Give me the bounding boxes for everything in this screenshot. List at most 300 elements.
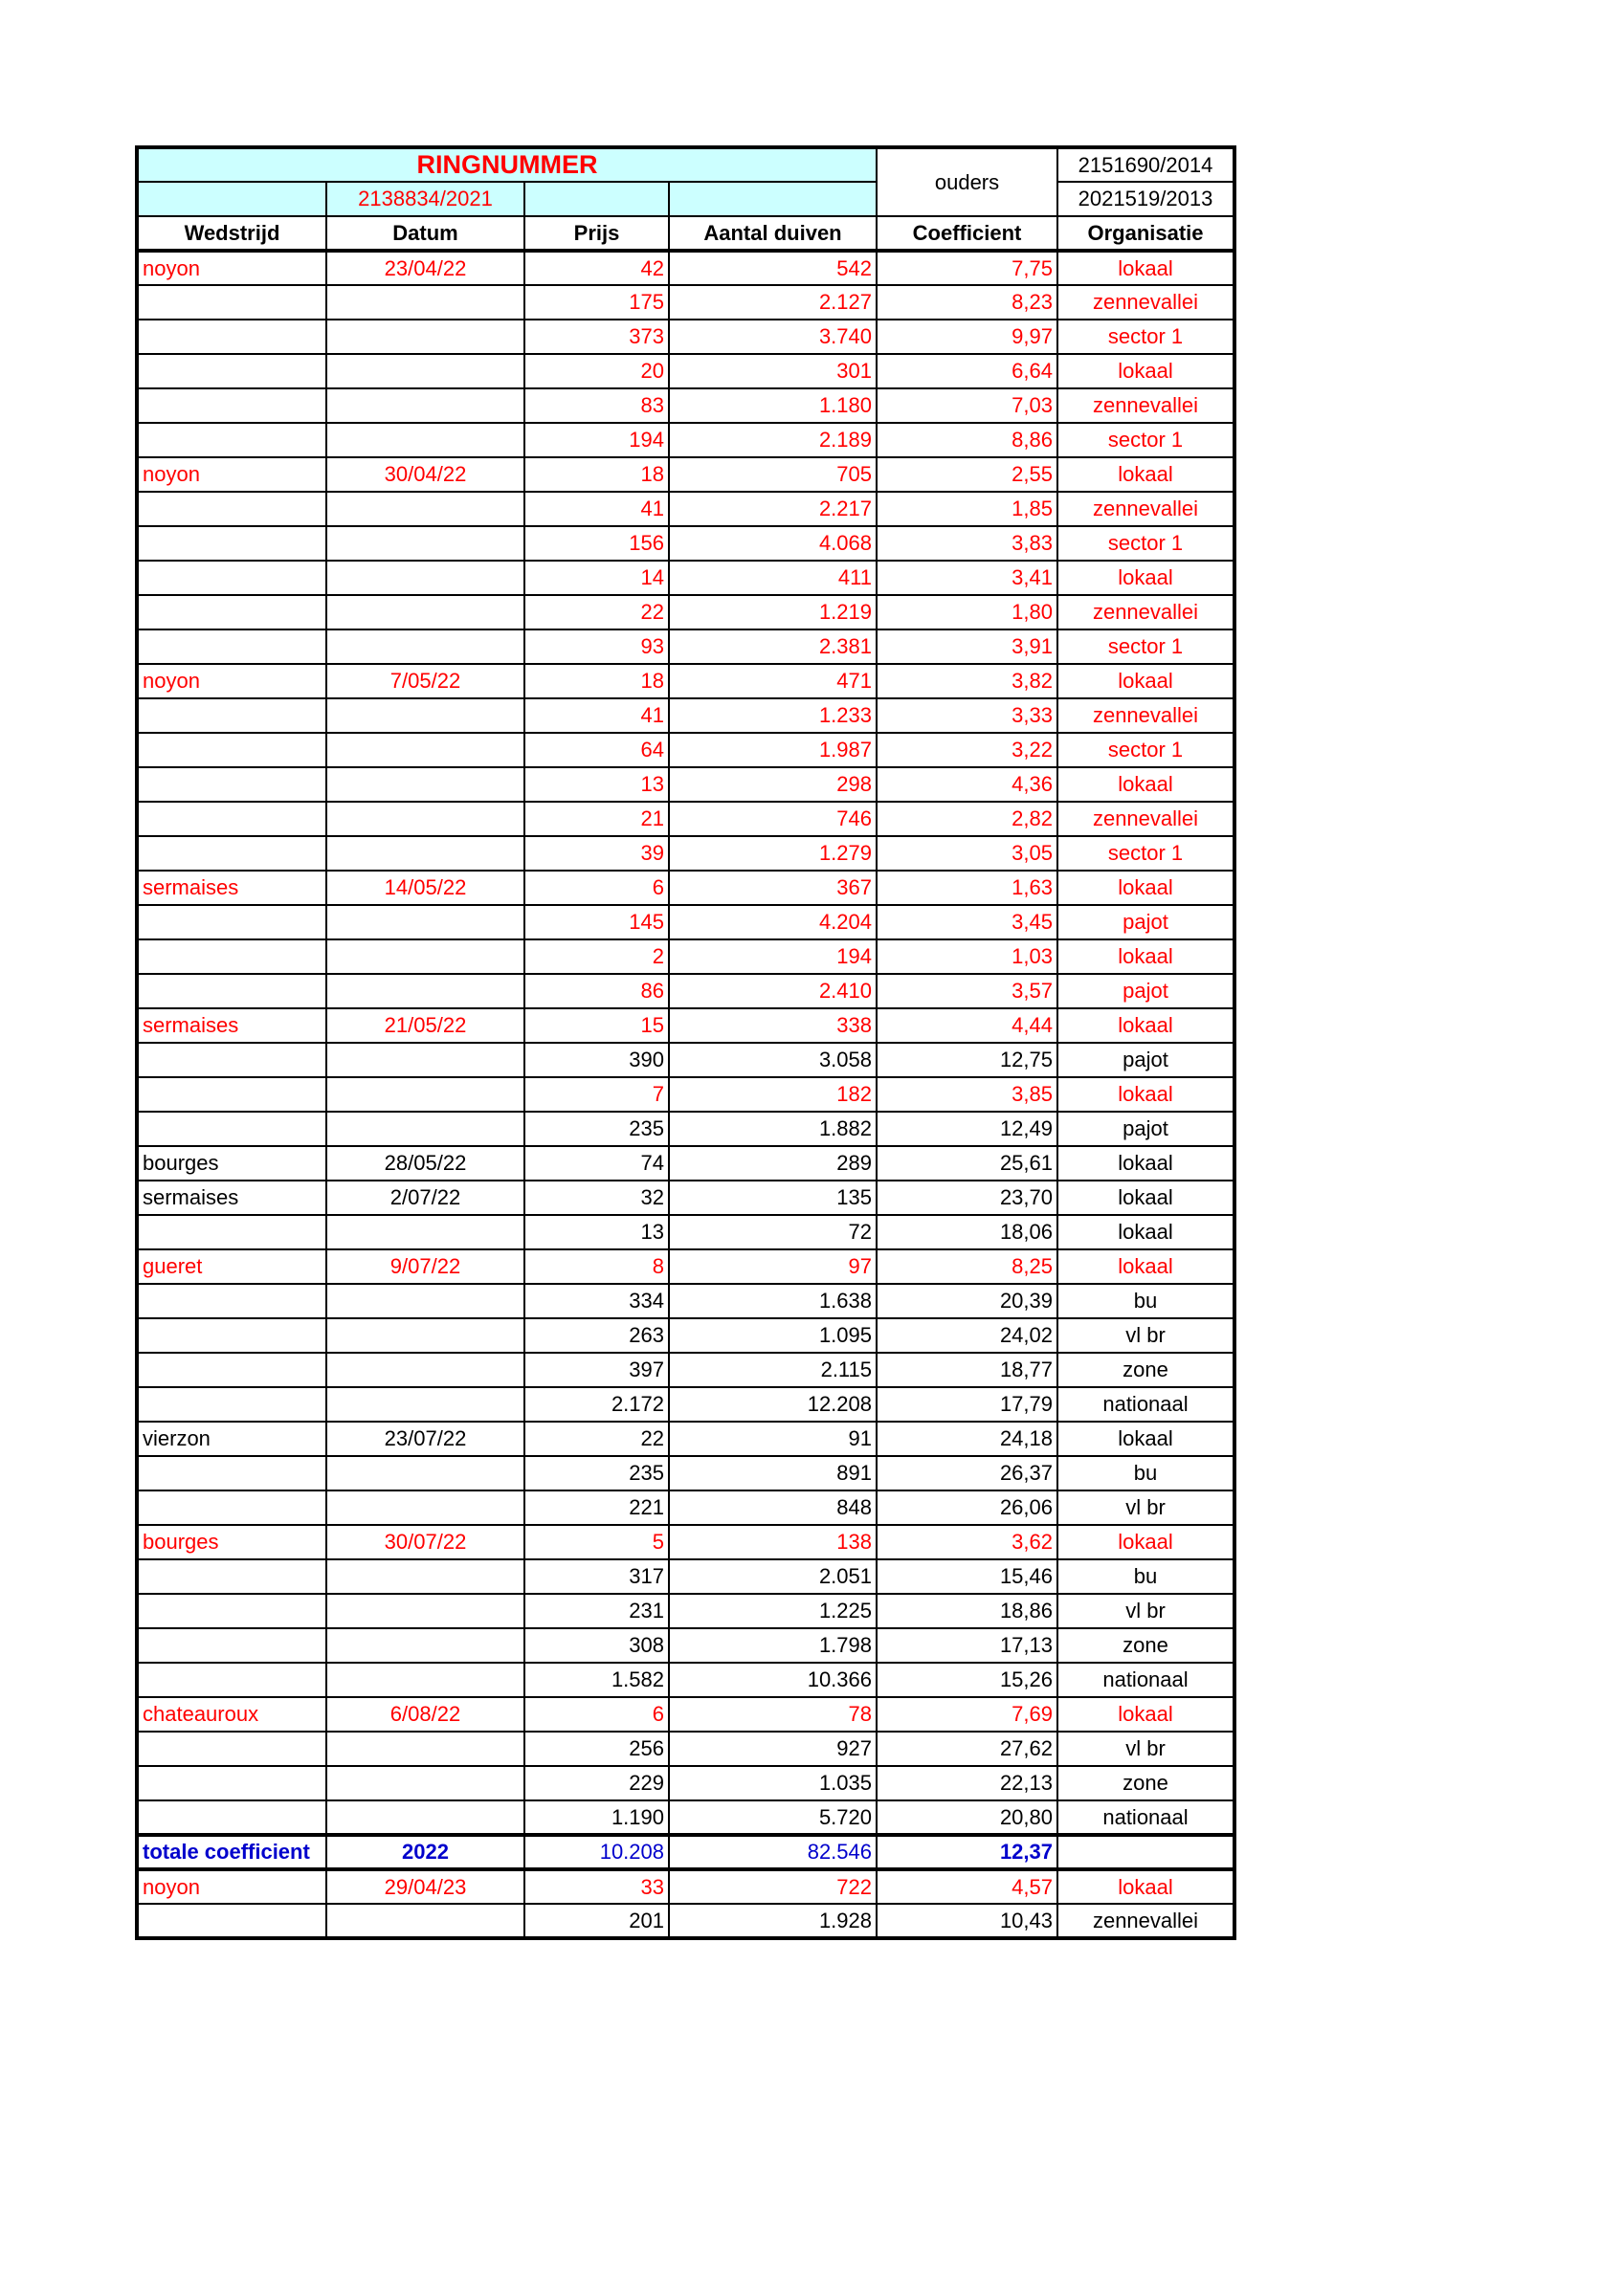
cell-prijs: 201 [524,1904,669,1938]
cell-organisatie: lokaal [1057,457,1234,492]
cell-datum: 21/05/22 [326,1008,524,1043]
cell-datum: 2/07/22 [326,1181,524,1215]
cell-aantal: 1.035 [669,1766,877,1800]
table-row [137,1353,1234,1387]
table-row [137,1663,1234,1697]
cell-datum [326,1904,524,1938]
cell-organisatie: pajot [1057,974,1234,1008]
header-row-2 [137,182,1234,216]
results-table [135,145,1236,1940]
cell-prijs: 8 [524,1249,669,1284]
cell-prijs: 235 [524,1112,669,1146]
cell-prijs: 86 [524,974,669,1008]
cell-aantal: 848 [669,1490,877,1525]
cell-aantal: 4.068 [669,526,877,561]
cell-organisatie: bu [1057,1559,1234,1594]
cell-prijs: 74 [524,1146,669,1181]
table-row [137,1146,1234,1181]
cell-datum: 29/04/23 [326,1869,524,1904]
cell-coefficient: 24,18 [877,1422,1057,1456]
cell-organisatie: pajot [1057,905,1234,939]
cell-coefficient: 15,26 [877,1663,1057,1697]
cell-prijs: 33 [524,1869,669,1904]
cell-coefficient: 4,44 [877,1008,1057,1043]
ring-number: 2138834/2021 [326,182,524,216]
table-row [137,1112,1234,1146]
cell-organisatie: vl br [1057,1490,1234,1525]
cell-organisatie: zennevallei [1057,802,1234,836]
cell-coefficient: 18,86 [877,1594,1057,1628]
cell-aantal: 2.381 [669,629,877,664]
cell-wedstrijd: noyon [137,664,326,698]
cell-wedstrijd [137,1215,326,1249]
table-row [137,1215,1234,1249]
cell-organisatie: lokaal [1057,871,1234,905]
total-prijs: 10.208 [524,1835,669,1869]
cell-aantal: 2.217 [669,492,877,526]
cell-prijs: 18 [524,457,669,492]
cell-organisatie: zone [1057,1353,1234,1387]
cell-organisatie: bu [1057,1284,1234,1318]
cell-prijs: 93 [524,629,669,664]
table-row [137,1422,1234,1456]
cell-wedstrijd [137,526,326,561]
cell-prijs: 42 [524,251,669,285]
cell-coefficient: 27,62 [877,1732,1057,1766]
cell-datum: 30/04/22 [326,457,524,492]
cell-datum [326,629,524,664]
cell-organisatie: zennevallei [1057,595,1234,629]
cell-prijs: 334 [524,1284,669,1318]
header-blank-cell [137,182,326,216]
cell-wedstrijd [137,1490,326,1525]
cell-wedstrijd [137,595,326,629]
table-row [137,629,1234,664]
cell-wedstrijd [137,388,326,423]
cell-prijs: 6 [524,871,669,905]
cell-coefficient: 4,57 [877,1869,1057,1904]
cell-aantal: 542 [669,251,877,285]
cell-datum [326,354,524,388]
cell-prijs: 256 [524,1732,669,1766]
cell-prijs: 263 [524,1318,669,1353]
table-row [137,388,1234,423]
cell-organisatie: sector 1 [1057,320,1234,354]
ring-label: RINGNUMMER [137,147,877,182]
cell-organisatie: lokaal [1057,1422,1234,1456]
cell-datum [326,1800,524,1835]
cell-aantal: 138 [669,1525,877,1559]
cell-prijs: 1.190 [524,1800,669,1835]
table-row [137,561,1234,595]
cell-aantal: 12.208 [669,1387,877,1422]
cell-aantal: 289 [669,1146,877,1181]
cell-organisatie: lokaal [1057,1215,1234,1249]
table-row [137,1318,1234,1353]
table-row [137,1628,1234,1663]
cell-organisatie: lokaal [1057,664,1234,698]
total-row [137,1835,1234,1869]
cell-organisatie: lokaal [1057,939,1234,974]
table-row [137,1181,1234,1215]
cell-prijs: 41 [524,698,669,733]
cell-coefficient: 7,03 [877,388,1057,423]
table-row [137,1387,1234,1422]
col-header-coefficient: Coefficient [877,216,1057,251]
cell-aantal: 411 [669,561,877,595]
cell-coefficient: 3,41 [877,561,1057,595]
cell-organisatie: nationaal [1057,1663,1234,1697]
col-header-wedstrijd: Wedstrijd [137,216,326,251]
cell-wedstrijd [137,285,326,320]
cell-prijs: 175 [524,285,669,320]
cell-organisatie: zone [1057,1766,1234,1800]
total-aantal: 82.546 [669,1835,877,1869]
cell-datum [326,1284,524,1318]
cell-wedstrijd [137,1559,326,1594]
cell-organisatie: sector 1 [1057,526,1234,561]
cell-coefficient: 3,62 [877,1525,1057,1559]
cell-prijs: 22 [524,1422,669,1456]
cell-wedstrijd [137,1077,326,1112]
cell-wedstrijd: vierzon [137,1422,326,1456]
cell-prijs: 397 [524,1353,669,1387]
table-row [137,1697,1234,1732]
cell-datum [326,1456,524,1490]
total-label: totale coefficient [137,1835,326,1869]
cell-wedstrijd: noyon [137,251,326,285]
cell-coefficient: 18,77 [877,1353,1057,1387]
cell-prijs: 13 [524,767,669,802]
cell-aantal: 3.058 [669,1043,877,1077]
cell-prijs: 390 [524,1043,669,1077]
cell-organisatie: zennevallei [1057,1904,1234,1938]
cell-datum: 28/05/22 [326,1146,524,1181]
cell-wedstrijd [137,1628,326,1663]
cell-organisatie: bu [1057,1456,1234,1490]
cell-aantal: 1.180 [669,388,877,423]
cell-coefficient: 25,61 [877,1146,1057,1181]
cell-coefficient: 8,86 [877,423,1057,457]
cell-coefficient: 17,13 [877,1628,1057,1663]
cell-prijs: 13 [524,1215,669,1249]
cell-prijs: 156 [524,526,669,561]
table-row [137,905,1234,939]
cell-datum: 6/08/22 [326,1697,524,1732]
cell-coefficient: 12,49 [877,1112,1057,1146]
cell-organisatie: sector 1 [1057,836,1234,871]
cell-datum [326,388,524,423]
column-header-row [137,216,1234,251]
cell-prijs: 2 [524,939,669,974]
cell-aantal: 746 [669,802,877,836]
cell-coefficient: 20,39 [877,1284,1057,1318]
table-row [137,320,1234,354]
table-row [137,1490,1234,1525]
cell-coefficient: 2,55 [877,457,1057,492]
cell-organisatie: lokaal [1057,1077,1234,1112]
cell-wedstrijd [137,698,326,733]
cell-coefficient: 26,06 [877,1490,1057,1525]
cell-aantal: 722 [669,1869,877,1904]
cell-aantal: 182 [669,1077,877,1112]
cell-datum: 7/05/22 [326,664,524,698]
cell-prijs: 221 [524,1490,669,1525]
cell-wedstrijd: sermaises [137,1181,326,1215]
table-row [137,285,1234,320]
cell-coefficient: 3,22 [877,733,1057,767]
cell-wedstrijd [137,1353,326,1387]
total-coefficient: 12,37 [877,1835,1057,1869]
cell-organisatie: lokaal [1057,251,1234,285]
table-row [137,423,1234,457]
cell-coefficient: 3,57 [877,974,1057,1008]
cell-wedstrijd: chateauroux [137,1697,326,1732]
cell-datum [326,1559,524,1594]
cell-organisatie: lokaal [1057,1249,1234,1284]
cell-coefficient: 3,91 [877,629,1057,664]
cell-aantal: 2.127 [669,285,877,320]
table-row [137,1284,1234,1318]
cell-aantal: 2.410 [669,974,877,1008]
cell-wedstrijd [137,561,326,595]
cell-organisatie: lokaal [1057,1697,1234,1732]
table-row [137,1525,1234,1559]
cell-organisatie: pajot [1057,1112,1234,1146]
cell-coefficient: 3,45 [877,905,1057,939]
cell-wedstrijd [137,1594,326,1628]
header-row-1 [137,147,1234,182]
cell-prijs: 194 [524,423,669,457]
table-row [137,1043,1234,1077]
cell-wedstrijd [137,905,326,939]
cell-organisatie: nationaal [1057,1387,1234,1422]
cell-datum [326,939,524,974]
table-row [137,1800,1234,1835]
cell-datum [326,492,524,526]
cell-coefficient: 6,64 [877,354,1057,388]
cell-wedstrijd [137,733,326,767]
cell-organisatie: zennevallei [1057,285,1234,320]
cell-wedstrijd: sermaises [137,1008,326,1043]
cell-aantal: 3.740 [669,320,877,354]
cell-wedstrijd: noyon [137,1869,326,1904]
table-row [137,767,1234,802]
table-row [137,1456,1234,1490]
cell-aantal: 1.279 [669,836,877,871]
cell-aantal: 367 [669,871,877,905]
cell-coefficient: 7,69 [877,1697,1057,1732]
table-row [137,251,1234,285]
cell-aantal: 471 [669,664,877,698]
cell-organisatie: vl br [1057,1732,1234,1766]
parent-2: 2021519/2013 [1057,182,1234,216]
cell-datum: 23/04/22 [326,251,524,285]
col-header-aantal: Aantal duiven [669,216,877,251]
table-row [137,1594,1234,1628]
cell-organisatie: sector 1 [1057,733,1234,767]
cell-datum [326,595,524,629]
cell-aantal: 298 [669,767,877,802]
cell-wedstrijd [137,1766,326,1800]
cell-coefficient: 23,70 [877,1181,1057,1215]
cell-wedstrijd [137,974,326,1008]
table-row [137,1559,1234,1594]
cell-wedstrijd: gueret [137,1249,326,1284]
cell-datum [326,1732,524,1766]
table-row [137,1869,1234,1904]
cell-prijs: 14 [524,561,669,595]
cell-coefficient: 15,46 [877,1559,1057,1594]
cell-coefficient: 1,03 [877,939,1057,974]
cell-wedstrijd [137,1663,326,1697]
cell-prijs: 15 [524,1008,669,1043]
cell-aantal: 338 [669,1008,877,1043]
col-header-datum: Datum [326,216,524,251]
cell-prijs: 83 [524,388,669,423]
cell-prijs: 235 [524,1456,669,1490]
cell-datum [326,526,524,561]
cell-aantal: 2.189 [669,423,877,457]
cell-aantal: 2.115 [669,1353,877,1387]
table-row [137,974,1234,1008]
cell-aantal: 1.095 [669,1318,877,1353]
cell-prijs: 308 [524,1628,669,1663]
table-row [137,1732,1234,1766]
cell-wedstrijd [137,1904,326,1938]
cell-prijs: 64 [524,733,669,767]
cell-coefficient: 22,13 [877,1766,1057,1800]
cell-organisatie: vl br [1057,1594,1234,1628]
cell-coefficient: 1,85 [877,492,1057,526]
cell-coefficient: 3,82 [877,664,1057,698]
cell-wedstrijd: noyon [137,457,326,492]
cell-prijs: 39 [524,836,669,871]
cell-prijs: 21 [524,802,669,836]
cell-datum [326,1766,524,1800]
cell-prijs: 22 [524,595,669,629]
cell-wedstrijd [137,1800,326,1835]
cell-coefficient: 9,97 [877,320,1057,354]
cell-datum [326,698,524,733]
table-row [137,492,1234,526]
table-row [137,457,1234,492]
cell-aantal: 194 [669,939,877,974]
table-row [137,526,1234,561]
cell-wedstrijd [137,354,326,388]
cell-prijs: 231 [524,1594,669,1628]
cell-organisatie: zone [1057,1628,1234,1663]
cell-organisatie: sector 1 [1057,423,1234,457]
cell-wedstrijd: bourges [137,1525,326,1559]
table-row [137,802,1234,836]
table-row [137,939,1234,974]
cell-wedstrijd [137,629,326,664]
cell-coefficient: 17,79 [877,1387,1057,1422]
cell-datum [326,836,524,871]
cell-datum [326,1077,524,1112]
ouders-label: ouders [877,147,1057,216]
cell-datum: 14/05/22 [326,871,524,905]
table-row [137,1008,1234,1043]
header-blank-cell [524,182,669,216]
cell-coefficient: 18,06 [877,1215,1057,1249]
cell-organisatie: lokaal [1057,1869,1234,1904]
cell-prijs: 1.582 [524,1663,669,1697]
cell-aantal: 1.233 [669,698,877,733]
cell-wedstrijd: sermaises [137,871,326,905]
cell-organisatie: lokaal [1057,1146,1234,1181]
cell-datum [326,1215,524,1249]
cell-aantal: 2.051 [669,1559,877,1594]
cell-datum [326,733,524,767]
cell-coefficient: 3,05 [877,836,1057,871]
table-row [137,871,1234,905]
cell-organisatie: lokaal [1057,1181,1234,1215]
cell-datum [326,1353,524,1387]
cell-organisatie: sector 1 [1057,629,1234,664]
cell-organisatie: lokaal [1057,354,1234,388]
cell-datum: 9/07/22 [326,1249,524,1284]
cell-aantal: 1.225 [669,1594,877,1628]
cell-coefficient: 4,36 [877,767,1057,802]
cell-wedstrijd: bourges [137,1146,326,1181]
cell-wedstrijd [137,1387,326,1422]
cell-coefficient: 3,83 [877,526,1057,561]
cell-aantal: 1.882 [669,1112,877,1146]
cell-aantal: 301 [669,354,877,388]
cell-datum [326,1112,524,1146]
cell-datum [326,285,524,320]
cell-datum: 23/07/22 [326,1422,524,1456]
cell-coefficient: 8,23 [877,285,1057,320]
cell-wedstrijd [137,802,326,836]
cell-prijs: 6 [524,1697,669,1732]
cell-aantal: 5.720 [669,1800,877,1835]
cell-wedstrijd [137,836,326,871]
col-header-prijs: Prijs [524,216,669,251]
cell-aantal: 927 [669,1732,877,1766]
cell-wedstrijd [137,1318,326,1353]
cell-datum [326,1387,524,1422]
cell-wedstrijd [137,1732,326,1766]
cell-prijs: 2.172 [524,1387,669,1422]
cell-datum [326,767,524,802]
cell-datum [326,974,524,1008]
cell-aantal: 78 [669,1697,877,1732]
cell-datum [326,1490,524,1525]
cell-datum [326,1594,524,1628]
cell-aantal: 135 [669,1181,877,1215]
table-row [137,1077,1234,1112]
cell-aantal: 4.204 [669,905,877,939]
cell-aantal: 1.798 [669,1628,877,1663]
cell-coefficient: 8,25 [877,1249,1057,1284]
cell-aantal: 1.928 [669,1904,877,1938]
table-row [137,664,1234,698]
cell-prijs: 145 [524,905,669,939]
cell-aantal: 97 [669,1249,877,1284]
cell-wedstrijd [137,1284,326,1318]
cell-datum [326,802,524,836]
col-header-organisatie: Organisatie [1057,216,1234,251]
cell-prijs: 7 [524,1077,669,1112]
cell-aantal: 91 [669,1422,877,1456]
cell-aantal: 72 [669,1215,877,1249]
cell-wedstrijd [137,492,326,526]
cell-wedstrijd [137,1043,326,1077]
cell-datum: 30/07/22 [326,1525,524,1559]
